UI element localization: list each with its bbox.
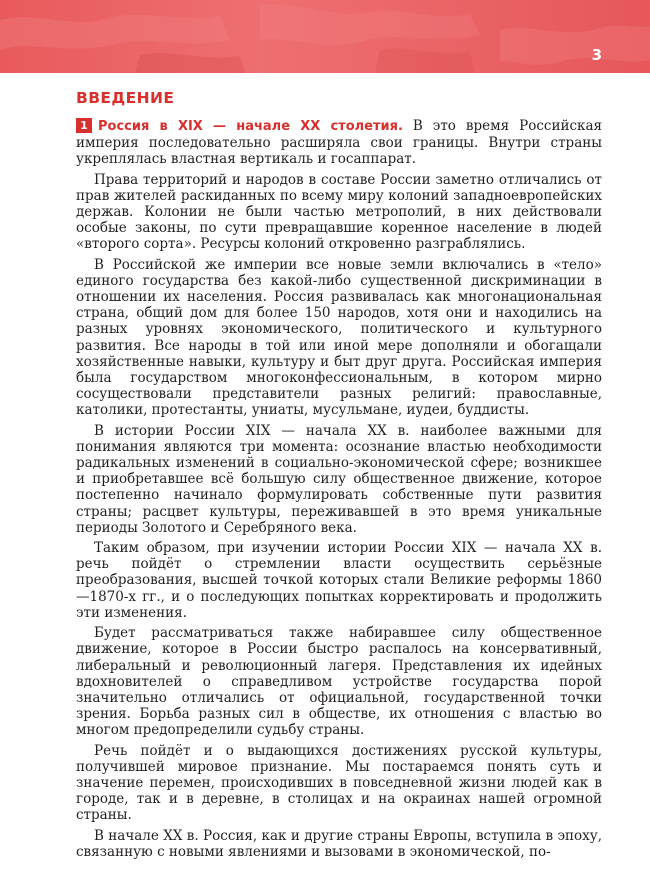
paragraph: Таким образом, при изучении истории России XIX — начала XX в. речь пойдёт о стремлении власти осуществить серьёзные преобразования, высшей точкой которых стали Великие реформы 1860—1870-х гг., и о последующих попытках корректировать и продолжить эти изменения. xyxy=(76,540,602,621)
paragraph: В Российской же империи все новые земли включались в «тело» единого государства без какой-либо существенной дискриминации в отношении их населения. Россия развивалась как многонациональная страна, общий дом для более 150 народов, хотя они и находились на разных уровнях экономического, политического и культурного развития. Все народы в той или иной мере дополняли и обогащали хозяйственные навыки, культуру и быт друг друга. Российская империя была государством многоконфессиональным, в котором мирно сосуществовали представители разных религий: православные, католики, протестанты, униаты, мусульмане, иудеи, буддисты. xyxy=(76,256,602,419)
header-banner xyxy=(0,0,650,73)
paragraph: Речь пойдёт и о выдающихся достижениях русской культуры, получившей мировое признание. Мы постараемся понять суть и значение перемен, происходивших в повседневной жизни людей как в городе, так и в деревне, в столицах и на окраинах нашей огромной страны. xyxy=(76,742,602,824)
paragraph: Права территорий и народов в составе России заметно отличались от прав жителей раскиданных по всему миру колоний западноевропейских держав. Колонии не были частью метрополий, в них действовали особые законы, по сути превращавшие коренное население в людей «второго сорта». Ресурсы колоний откровенно разграблялись. xyxy=(76,171,602,253)
paragraph: В истории России XIX — начала XX в. наиболее важными для понимания являются три момента: осознание властью необходимости радикальных изменений в социально-экономической сфере; возникшее и приобретавшее всё большую силу общественное движение, которое постепенно начинало формулировать собственные пути развития страны; расцвет культуры, переживавшей в это время уникальные периоды Золотого и Серебряного века. xyxy=(76,422,602,536)
section-number-badge: 1 xyxy=(76,118,92,133)
chapter-heading: ВВЕДЕНИЕ xyxy=(76,89,175,107)
map-pattern-decoration xyxy=(0,0,650,73)
paragraph: В начале XX в. Россия, как и другие страны Европы, вступила в эпоху, связанную с новыми явлениями и вызовами в экономической, по- xyxy=(76,827,602,860)
body-text xyxy=(76,118,602,864)
paragraph xyxy=(76,118,602,168)
paragraph: Будет рассматриваться также набиравшее силу общественное движение, которое в России быстро распалось на консервативный, либеральный и революционный лагеря. Представления их идейных вдохновителей о справедливом устройстве государства порой значительно отличались от официальной, государственной точки зрения. Борьба разных сил в обществе, их отношения с властью во многом предопределили судьбу страны. xyxy=(76,625,602,739)
page-number: 3 xyxy=(591,46,602,64)
paragraph-text: В это время Российская империя последовательно расширяла свои границы. Внутри страны укреплялась властная вертикаль и госаппарат. xyxy=(76,118,603,168)
section-title: Россия в XIX — начале XX столетия. xyxy=(98,119,403,134)
